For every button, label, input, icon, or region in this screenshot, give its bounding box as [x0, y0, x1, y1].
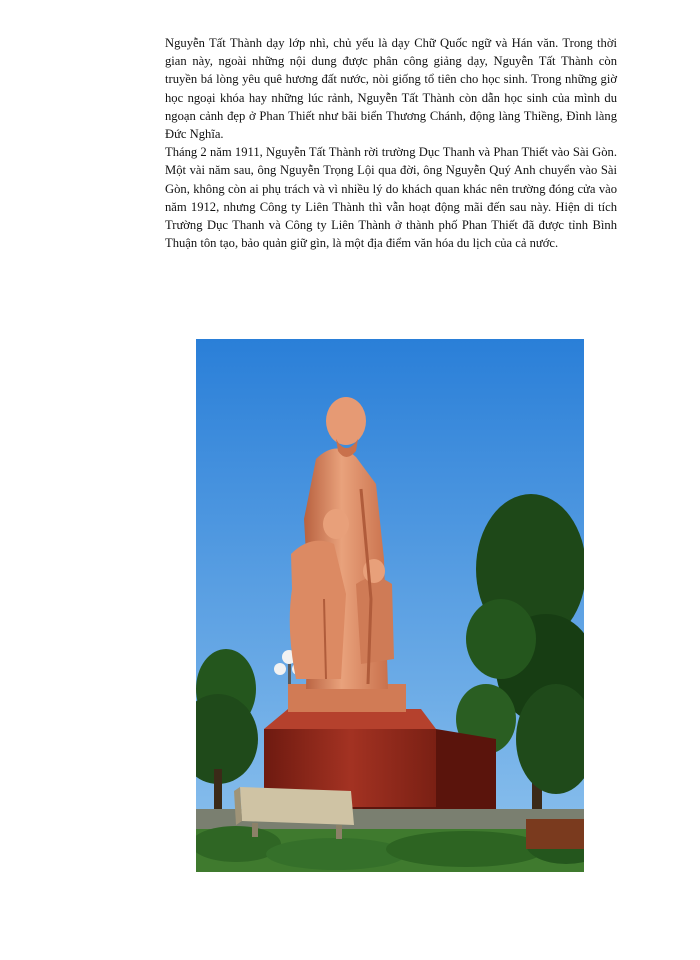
paragraph-2: Tháng 2 năm 1911, Nguyễn Tất Thành rời trường Dục Thanh và Phan Thiết vào Sài Gòn. Một vài năm sau, ông Nguyễn Trọng Lội qua đời, ông Nguyễn Quý Anh chuyển vào Sài Gòn, không còn ai phụ trách và vì nhiều lý do khách quan khác nên trường đóng cửa vào năm 1912, nhưng Công ty Liên Thành thì vẫn hoạt động mãi đến sau này. Hiện di tích Trường Dục Thanh và Công ty Liên Thành ở thành phố Phan Thiết đã được tỉnh Bình Thuận tôn tạo, bảo quản giữ gìn, là một địa điểm văn hóa du lịch của cả nước.	[165, 145, 617, 251]
statue-illustration	[196, 339, 584, 872]
statue-photo	[196, 339, 584, 872]
body-text	[165, 34, 617, 252]
paragraph-1: Nguyễn Tất Thành dạy lớp nhì, chủ yếu là dạy Chữ Quốc ngữ và Hán văn. Trong thời gian này, ngoài những nội dung được phân công giảng dạy, Nguyễn Tất Thành còn truyền bá lòng yêu quê hương đất nước, nòi giống tổ tiên cho học sinh. Trong những giờ học ngoại khóa hay những lúc rảnh, Nguyễn Tất Thành còn dẫn học sinh của mình du ngoạn cảnh đẹp ở Phan Thiết như bãi biển Thương Chánh, động làng Thiềng, Đình làng Đức Nghĩa.	[165, 36, 617, 142]
planter	[526, 819, 584, 849]
